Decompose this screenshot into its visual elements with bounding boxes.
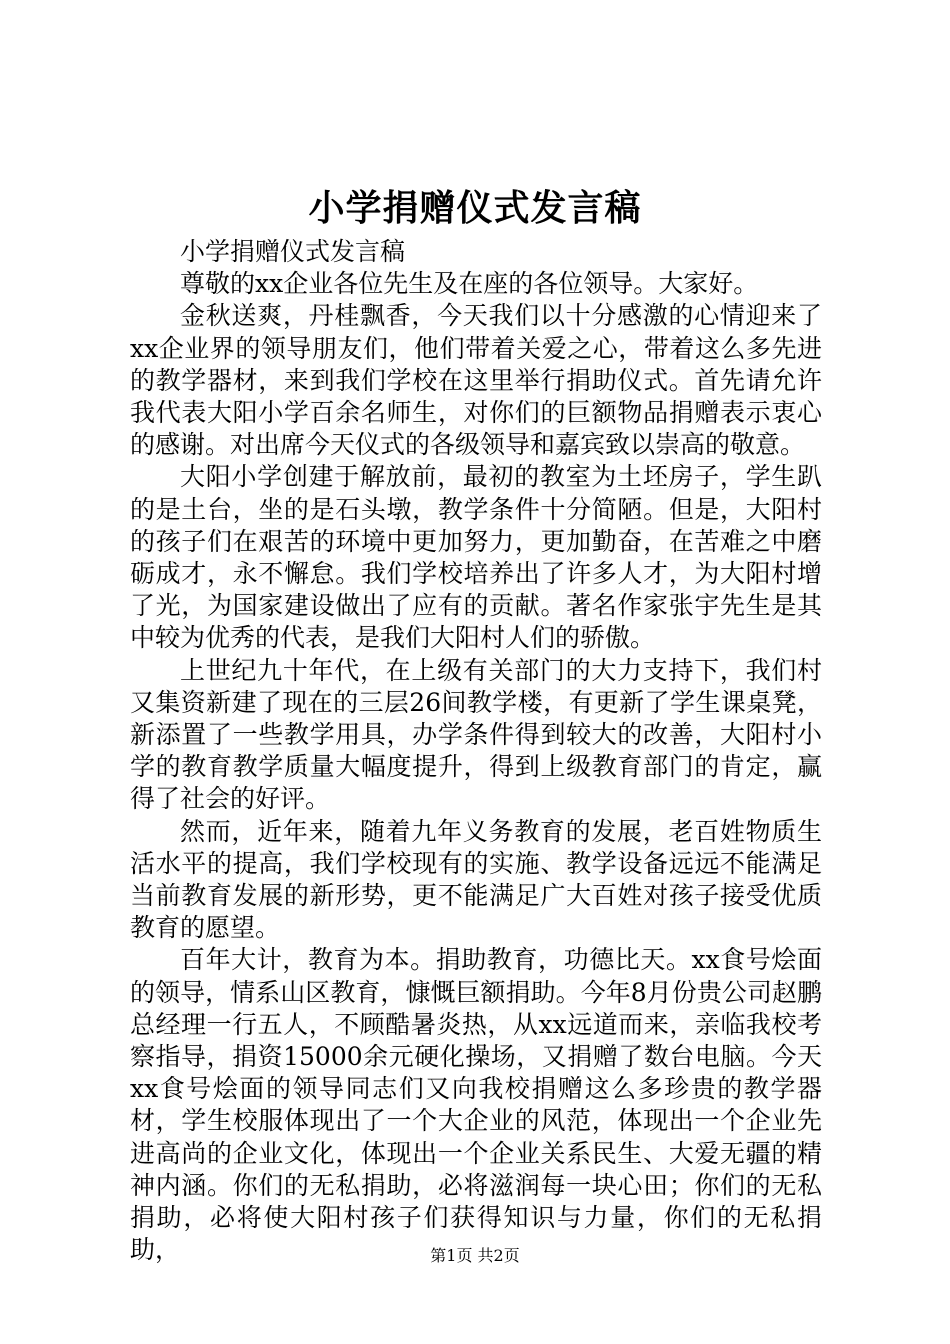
page-footer: 第1页 共2页 [430,1246,520,1265]
document-title: 小学捐赠仪式发言稿 [308,187,642,229]
paragraph: 然而，近年来，随着九年义务教育的发展，老百姓物质生活水平的提高，我们学校现有的实施、教学设备远远不能满足当前教育发展的新形势，更不能满足广大百姓对孩子接受优质教育的愿望。 [130,816,822,943]
paragraph: 大阳小学创建于解放前，最初的教室为土坯房子，学生趴的是土台，坐的是石头墩，教学条件十分简陋。但是，大阳村的孩子们在艰苦的环境中更加努力，更加勤奋，在苦难之中磨砺成才，永不懈怠。我们学校培养出了许多人才，为大阳村增了光，为国家建设做出了应有的贡献。著名作家张宇先生是其中较为优秀的代表，是我们大阳村人们的骄傲。 [130,462,822,653]
paragraph-heading: 小学捐赠仪式发言稿 [180,237,406,266]
paragraph: 百年大计，教育为本。捐助教育，功德比天。xx食号烩面的领导，情系山区教育，慷慨巨额捐助。今年8月份贵公司赵鹏总经理一行五人，不顾酷暑炎热，从xx远道而来，亲临我校考察指导，捐资15000余元硬化操场，又捐赠了数台电脑。今天xx食号烩面的领导同志们又向我校捐赠这么多珍贵的教学器材，学生校服体现出了一个大企业的风范，体现出一个企业先进高尚的企业文化，体现出一个企业关系民生、大爱无疆的精神内涵。你们的无私捐助，必将滋润每一块心田；你们的无私捐助，必将使大阳村孩子们获得知识与力量，你们的无私捐助， [130,945,822,1265]
paragraph: 上世纪九十年代，在上级有关部门的大力支持下，我们村又集资新建了现在的三层26间教学楼，有更新了学生课桌凳，新添置了一些教学用具，办学条件得到较大的改善，大阳村小学的教育教学质量大幅度提升，得到上级教育部门的肯定，赢得了社会的好评。 [130,655,822,814]
paragraph: 金秋送爽，丹桂飘香，今天我们以十分感激的心情迎来了xx企业界的领导朋友们，他们带着关爱之心，带着这么多先进的教学器材，来到我们学校在这里举行捐助仪式。首先请允许我代表大阳小学百余名师生，对你们的巨额物品捐赠表示衷心的感谢。对出席今天仪式的各级领导和嘉宾致以崇高的敬意。 [130,301,822,460]
document-body [130,236,822,1267]
paragraph-salutation: 尊敬的xx企业各位先生及在座的各位领导。大家好。 [180,269,759,299]
